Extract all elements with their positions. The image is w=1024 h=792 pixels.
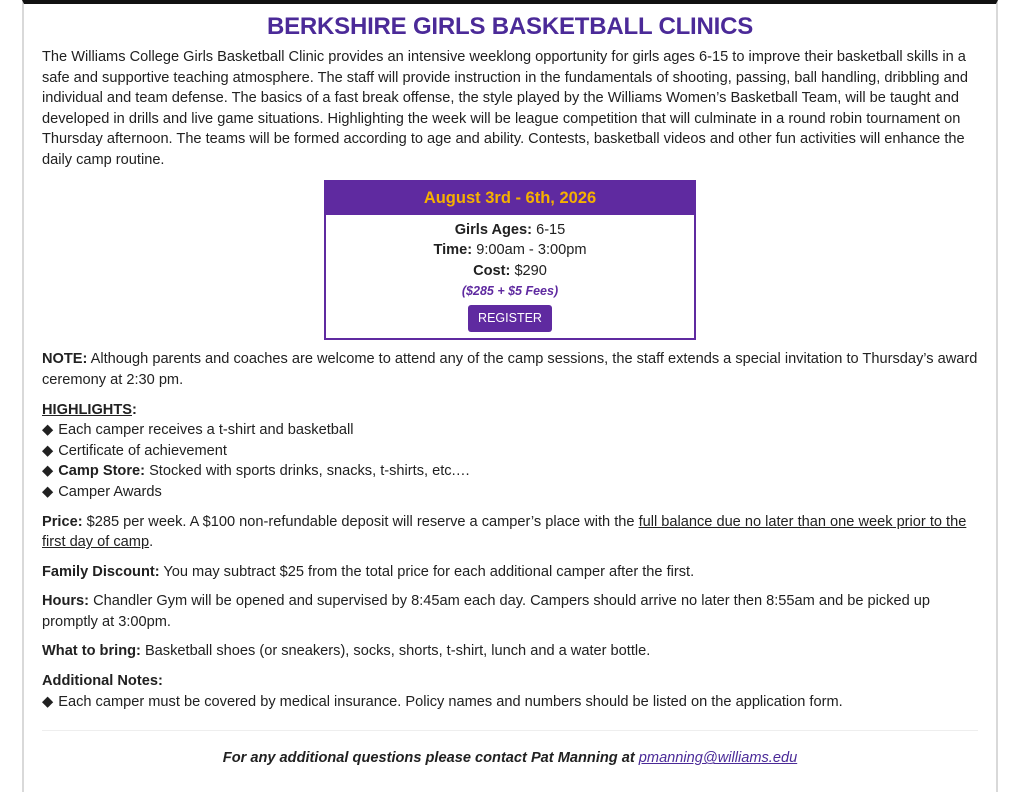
additional-notes-label: Additional Notes: [42, 673, 163, 690]
highlights-label: HIGHLIGHTS [42, 401, 132, 418]
intro-paragraph: The Williams College Girls Basketball Clinic provides an intensive weeklong opportunity for girls ages 6-15 to improve their basketball skills in a safe and supportive teaching atmosphere. The staff will provide instruction in the fundamentals of shooting, passing, ball handling, dribbling and individual and team defense. The basics of a fast break offense, the style played by the Williams Women’s Basketball Team, will be taught and developed in drills and live game situations. Highlighting the week will be league competition that will culminate in a round robin tournament on Thursday afternoon. The teams will be formed according to age and ability. Contests, basketball videos and other fun activities will enhance the daily camp routine. [42, 49, 968, 168]
contact-footer [42, 748, 978, 768]
what-to-bring-paragraph [42, 641, 978, 662]
time-row [326, 240, 694, 261]
highlight-item-text: Camper Awards [58, 483, 162, 500]
family-discount-label: Family Discount: [42, 563, 160, 580]
additional-note-text: Each camper must be covered by medical insurance. Policy names and numbers should be listed on the application form. [58, 693, 843, 710]
time-value: 9:00am - 3:00pm [476, 242, 587, 259]
what-to-bring-text: Basketball shoes (or sneakers), socks, shorts, t-shirt, lunch and a water bottle. [144, 643, 651, 660]
note-paragraph [42, 349, 978, 390]
cost-row [326, 261, 694, 282]
cost-value: $290 [514, 262, 547, 279]
additional-notes-section [42, 671, 978, 712]
note-text: Although parents and coaches are welcome to attend any of the camp sessions, the staff extends a special invitation to Thursday’s award ceremony at 2:30 pm. [42, 351, 978, 388]
highlight-item [42, 482, 978, 503]
fees-breakdown: ($285 + $5 Fees) [461, 284, 559, 299]
ages-label: Girls Ages: [454, 221, 533, 238]
what-to-bring-label: What to bring: [42, 643, 141, 660]
time-label: Time: [433, 242, 473, 259]
camp-dates: August 3rd - 6th, 2026 [326, 182, 694, 215]
main-content [42, 4, 978, 768]
price-label: Price: [42, 513, 83, 530]
family-discount-paragraph [42, 562, 978, 583]
camp-info-box [324, 180, 696, 341]
price-text: $285 per week. A $100 non-refundable deposit will reserve a camper’s place with the [86, 513, 635, 530]
camp-store-label: Camp Store: [58, 463, 145, 480]
page-container [22, 0, 998, 792]
cost-label: Cost: [473, 262, 511, 279]
note-label: NOTE: [42, 351, 88, 368]
page-title: BERKSHIRE GIRLS BASKETBALL CLINICS [266, 13, 754, 40]
additional-notes-heading [42, 671, 978, 692]
highlight-item-text: Stocked with sports drinks, snacks, t-shirts, etc.… [149, 463, 471, 480]
highlights-heading [42, 400, 978, 421]
register-button[interactable]: REGISTER [468, 305, 552, 332]
highlight-item [42, 461, 978, 482]
price-balance-note: full balance due no later than one week prior to the first day of camp [42, 513, 967, 551]
hours-label: Hours: [42, 593, 90, 610]
additional-note-item [42, 692, 978, 713]
contact-email-link[interactable]: pmanning@williams.edu [638, 750, 798, 767]
divider [42, 730, 978, 731]
ages-value: 6-15 [536, 221, 566, 238]
hours-text: Chandler Gym will be opened and supervised by 8:45am each day. Campers should arrive no later then 8:55am and be picked up promptly at 3:00pm. [42, 593, 931, 630]
highlights-section [42, 400, 978, 503]
contact-text: For any additional questions please contact Pat Manning at [222, 750, 635, 767]
highlight-item [42, 441, 978, 462]
family-discount-text: You may subtract $25 from the total price for each additional camper after the first. [163, 563, 695, 580]
highlight-item-text: Certificate of achievement [58, 442, 227, 459]
highlights-colon: : [132, 401, 137, 418]
hours-paragraph [42, 591, 978, 632]
camp-details [326, 215, 694, 339]
price-end: . [149, 534, 154, 551]
highlight-item-text: Each camper receives a t-shirt and basketball [58, 422, 354, 439]
ages-row [326, 220, 694, 241]
highlight-item [42, 420, 978, 441]
price-paragraph [42, 512, 978, 553]
